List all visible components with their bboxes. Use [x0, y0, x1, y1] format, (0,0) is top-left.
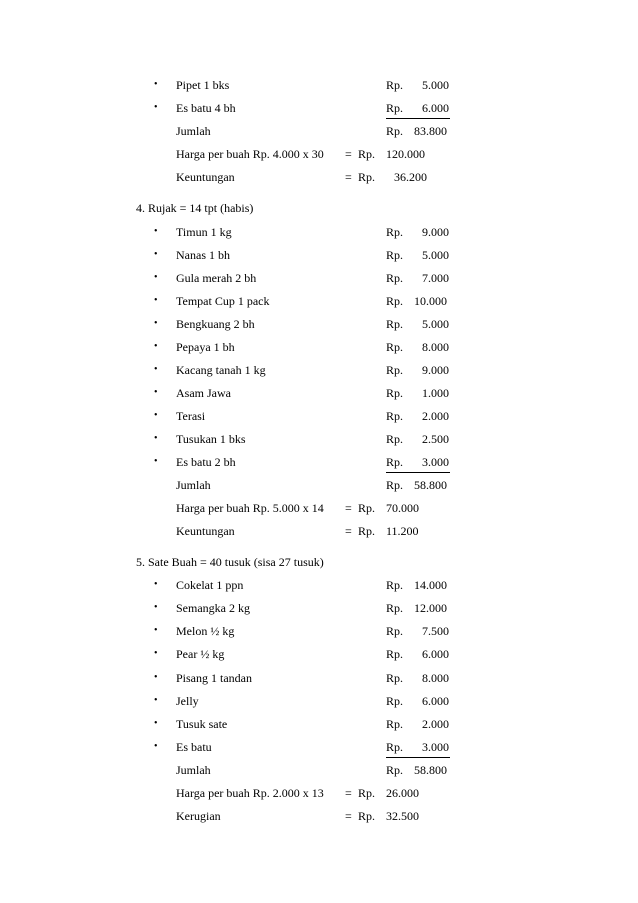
calc-value: = Rp. 70.000: [345, 501, 419, 515]
calc-label: Harga per buah Rp. 5.000 x 14: [176, 501, 324, 515]
bullet: •: [154, 602, 158, 613]
calc-value: = Rp. 120.000: [345, 147, 425, 161]
item-price: Rp. 10.000: [386, 294, 447, 308]
item-name: Melon ½ kg: [176, 624, 235, 638]
item-name: Pear ½ kg: [176, 647, 225, 661]
list-item: [0, 316, 638, 332]
calc-label: Keuntungan: [176, 170, 235, 184]
calc-row: [0, 808, 638, 824]
calc-label: Keuntungan: [176, 524, 235, 538]
item-price: Rp. 6.000: [386, 694, 449, 708]
bullet: •: [154, 672, 158, 683]
item-name: Tempat Cup 1 pack: [176, 294, 270, 308]
bullet: •: [154, 249, 158, 260]
calc-row: [0, 146, 638, 162]
item-price: Rp. 2.000: [386, 409, 449, 423]
list-item: [0, 77, 638, 93]
list-item: [0, 739, 638, 755]
bullet: •: [154, 718, 158, 729]
calc-row: [0, 169, 638, 185]
item-price: Rp. 8.000: [386, 671, 449, 685]
list-item: [0, 693, 638, 709]
list-item: [0, 224, 638, 240]
list-item: [0, 600, 638, 616]
total-label: Jumlah: [176, 478, 211, 492]
list-item: [0, 408, 638, 424]
total-row: [0, 762, 638, 778]
bullet: •: [154, 579, 158, 590]
list-item: [0, 716, 638, 732]
list-item: [0, 362, 638, 378]
calc-label: Harga per buah Rp. 4.000 x 30: [176, 147, 324, 161]
item-price: Rp. 7.000: [386, 271, 449, 285]
item-price: Rp. 9.000: [386, 363, 449, 377]
item-name: Gula merah 2 bh: [176, 271, 257, 285]
item-price: Rp. 6.000: [386, 647, 449, 661]
bullet: •: [154, 318, 158, 329]
list-item: [0, 270, 638, 286]
bullet: •: [154, 79, 158, 90]
item-price: Rp. 5.000: [386, 248, 449, 262]
item-price: Rp. 5.000: [386, 317, 449, 331]
bullet: •: [154, 433, 158, 444]
list-item: [0, 339, 638, 355]
bullet: •: [154, 625, 158, 636]
total-label: Jumlah: [176, 763, 211, 777]
calc-label: Kerugian: [176, 809, 221, 823]
total-row: [0, 477, 638, 493]
item-price: Rp. 12.000: [386, 601, 447, 615]
item-name: Jelly: [176, 694, 199, 708]
item-price: Rp. 1.000: [386, 386, 449, 400]
list-item: [0, 670, 638, 686]
sum-underline: [386, 757, 450, 758]
total-price: Rp. 83.800: [386, 124, 447, 138]
list-item: [0, 577, 638, 593]
item-price: Rp. 9.000: [386, 225, 449, 239]
item-name: Es batu 2 bh: [176, 455, 236, 469]
list-item: [0, 454, 638, 470]
item-price: Rp. 2.000: [386, 717, 449, 731]
bullet: •: [154, 295, 158, 306]
item-name: Pipet 1 bks: [176, 78, 230, 92]
section-heading-sate-buah: 5. Sate Buah = 40 tusuk (sisa 27 tusuk): [136, 555, 324, 569]
list-item: [0, 247, 638, 263]
item-name: Pisang 1 tandan: [176, 671, 252, 685]
total-label: Jumlah: [176, 124, 211, 138]
item-price: Rp. 2.500: [386, 432, 449, 446]
item-price: Rp. 5.000: [386, 78, 449, 92]
calc-value: = Rp. 36.200: [345, 170, 427, 184]
item-name: Semangka 2 kg: [176, 601, 250, 615]
item-name: Terasi: [176, 409, 206, 423]
item-name: Kacang tanah 1 kg: [176, 363, 266, 377]
bullet: •: [154, 364, 158, 375]
calc-row: [0, 785, 638, 801]
item-name: Nanas 1 bh: [176, 248, 230, 262]
sum-underline: [386, 118, 450, 119]
calc-label: Harga per buah Rp. 2.000 x 13: [176, 786, 324, 800]
calc-value: = Rp. 26.000: [345, 786, 419, 800]
bullet: •: [154, 387, 158, 398]
list-item: [0, 385, 638, 401]
item-price: Rp. 6.000: [386, 101, 449, 115]
total-row: [0, 123, 638, 139]
bullet: •: [154, 272, 158, 283]
item-name: Asam Jawa: [176, 386, 231, 400]
list-item: [0, 431, 638, 447]
calc-row: [0, 523, 638, 539]
item-name: Cokelat 1 ppn: [176, 578, 244, 592]
item-name: Es batu 4 bh: [176, 101, 236, 115]
bullet: •: [154, 695, 158, 706]
bullet: •: [154, 226, 158, 237]
calc-row: [0, 500, 638, 516]
list-item: [0, 293, 638, 309]
bullet: •: [154, 102, 158, 113]
bullet: •: [154, 341, 158, 352]
item-name: Timun 1 kg: [176, 225, 232, 239]
item-name: Pepaya 1 bh: [176, 340, 235, 354]
item-name: Bengkuang 2 bh: [176, 317, 255, 331]
item-price: Rp. 3.000: [386, 740, 449, 754]
section-heading-rujak: 4. Rujak = 14 tpt (habis): [136, 201, 254, 215]
list-item: [0, 623, 638, 639]
bullet: •: [154, 456, 158, 467]
item-price: Rp. 3.000: [386, 455, 449, 469]
list-item: [0, 646, 638, 662]
bullet: •: [154, 648, 158, 659]
sum-underline: [386, 472, 450, 473]
item-price: Rp. 14.000: [386, 578, 447, 592]
bullet: •: [154, 741, 158, 752]
item-name: Tusuk sate: [176, 717, 228, 731]
item-price: Rp. 7.500: [386, 624, 449, 638]
bullet: •: [154, 410, 158, 421]
item-name: Es batu: [176, 740, 212, 754]
item-name: Tusukan 1 bks: [176, 432, 246, 446]
list-item: [0, 100, 638, 116]
calc-value: = Rp. 32.500: [345, 809, 419, 823]
calc-value: = Rp. 11.200: [345, 524, 419, 538]
item-price: Rp. 8.000: [386, 340, 449, 354]
total-price: Rp. 58.800: [386, 763, 447, 777]
total-price: Rp. 58.800: [386, 478, 447, 492]
